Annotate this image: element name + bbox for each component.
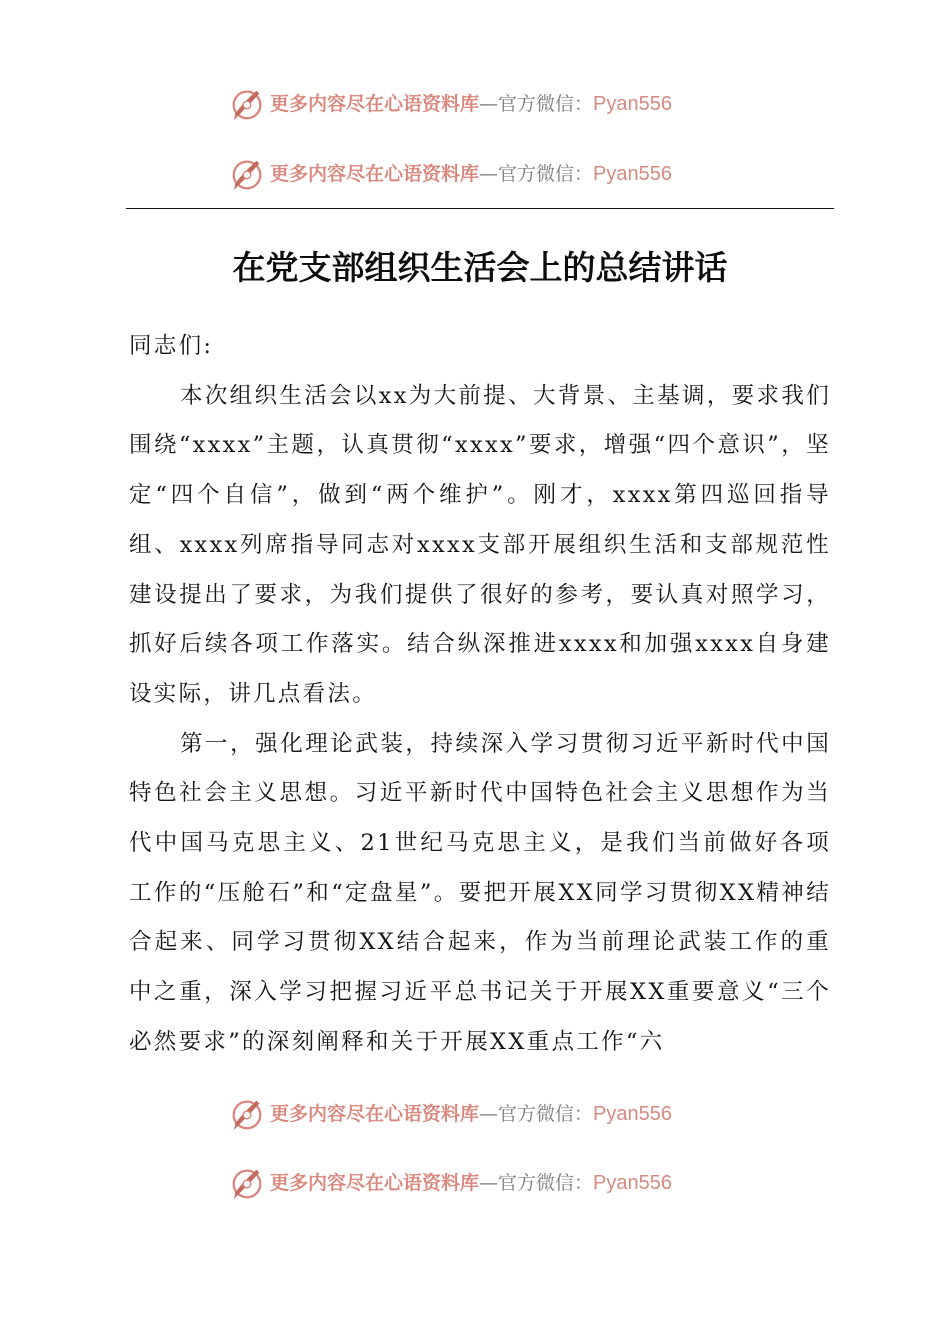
watermark-banner-top-1 <box>228 84 748 124</box>
watermark-banner-bottom-1 <box>228 1094 748 1134</box>
watermark-separator-text: —官方微信： <box>479 1103 594 1125</box>
watermark-banner-top-2 <box>228 154 748 194</box>
body-paragraph-2: 第一，强化理论武装，持续深入学习贯彻习近平新时代中国特色社会主义思想。习近平新时代中国特色社会主义思想作为当代中国马克思主义、21世纪马克思主义，是我们当前做好各项工作的“压舱石”和“定盘星”。要把开展XX同学习贯彻XX精神结合起来、同学习贯彻XX结合起来，作为当前理论武装工作的重中之重，深入学习把握习近平总书记关于开展XX重要意义“三个必然要求”的深刻阐释和关于开展XX重点工作“六 <box>129 730 831 1055</box>
watermark-main-text: 更多内容尽在心语资料库 <box>270 1103 480 1125</box>
watermark-main-text: 更多内容尽在心语资料库 <box>270 163 480 185</box>
pen-nib-logo-icon <box>228 1095 266 1133</box>
pen-nib-logo-icon <box>228 155 266 193</box>
watermark-wechat-id: Pyan556 <box>593 1172 672 1194</box>
watermark-banner-bottom-2 <box>228 1163 748 1203</box>
salutation: 同志们: <box>129 333 214 359</box>
document-title: 在党支部组织生活会上的总结讲话 <box>232 248 728 287</box>
watermark-wechat-id: Pyan556 <box>593 163 672 185</box>
watermark-separator-text: —官方微信： <box>479 93 594 115</box>
watermark-main-text: 更多内容尽在心语资料库 <box>270 93 480 115</box>
header-divider <box>126 208 834 209</box>
pen-nib-logo-icon <box>228 85 266 123</box>
watermark-wechat-id: Pyan556 <box>593 1103 672 1125</box>
document-body <box>129 322 831 1068</box>
pen-nib-logo-icon <box>228 1164 266 1202</box>
watermark-separator-text: —官方微信： <box>479 1172 594 1194</box>
watermark-main-text: 更多内容尽在心语资料库 <box>270 1172 480 1194</box>
body-paragraph-1: 本次组织生活会以xx为大前提、大背景、主基调，要求我们围绕“xxxx”主题，认真贯彻“xxxx”要求，增强“四个意识”，坚定“四个自信”，做到“两个维护”。刚才，xxxx第四巡回指导组、xxxx列席指导同志对xxxx支部开展组织生活和支部规范性建设提出了要求，为我们提供了很好的参考，要认真对照学习，抓好后续各项工作落实。结合纵深推进xxxx和加强xxxx自身建设实际，讲几点看法。 <box>129 382 831 707</box>
watermark-separator-text: —官方微信： <box>479 163 594 185</box>
watermark-wechat-id: Pyan556 <box>593 93 672 115</box>
